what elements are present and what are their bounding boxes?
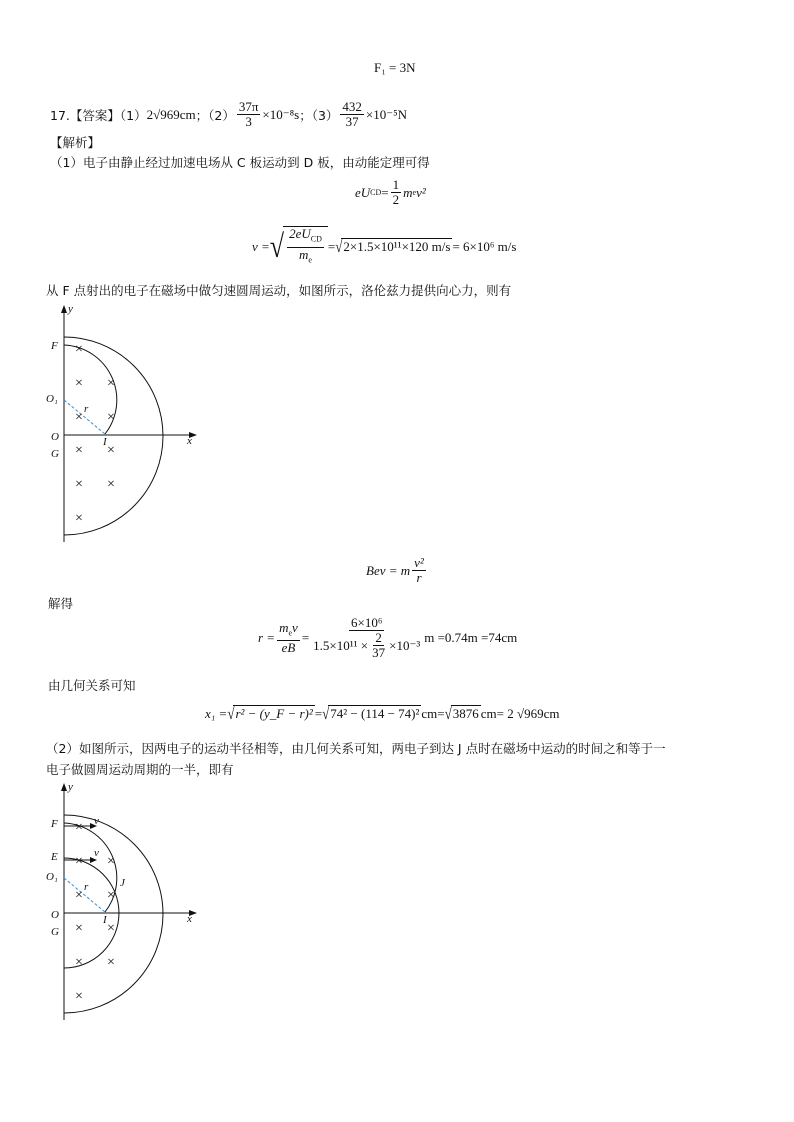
fig1-label-y: y [68, 303, 73, 315]
y-axis-arrow-icon [61, 783, 67, 791]
answer-part3-rest: ×10⁻⁵N [365, 106, 408, 122]
fig1-label-F: F [51, 340, 58, 352]
svg-text:×: × [75, 854, 83, 869]
svg-text:×: × [75, 989, 83, 1004]
svg-text:×: × [75, 921, 83, 936]
svg-text:×: × [75, 511, 83, 526]
fig2-label-E: E [51, 851, 58, 863]
svg-text:×: × [107, 888, 115, 903]
energy-equation: eU CD = $\frac{1}{2}$ m e v² [355, 177, 426, 207]
svg-text:×: × [75, 376, 83, 391]
fig1-label-r: r [84, 403, 89, 415]
fig1-label-I: I [103, 436, 107, 448]
figure-1 [40, 300, 210, 550]
fig1-label-x: x [187, 435, 192, 447]
svg-text:×: × [107, 854, 115, 869]
step2-text-line2: 电子做圆周运动周期的一半，即有 [46, 762, 234, 777]
fig2-label-r: r [84, 881, 89, 893]
geometry-label: 由几何关系可知 [48, 678, 136, 693]
velocity-equation: v = √ $\frac{2eU_{CD}}{m_e}$ = √ 2×1.5×10¹¹×120 m/s = 6×10⁶ m/s [252, 226, 516, 267]
answer-prefix: 17.【答案】（1） [50, 107, 147, 123]
svg-text:×: × [107, 443, 115, 458]
step2-text-line1: （2）如图所示，因两电子的运动半径相等，由几何关系可知，两电子到达 J 点时在磁场中运动的时间之和等于一 [46, 741, 666, 756]
svg-text:×: × [107, 410, 115, 425]
svg-text:×: × [107, 376, 115, 391]
field-boundary [64, 337, 163, 535]
fig2-label-O1: O₁ [46, 871, 58, 883]
fig2-label-I: I [103, 914, 107, 926]
fig2-label-G: G [51, 926, 59, 938]
fig2-label-y: y [68, 781, 73, 793]
answer-part3-fraction: $\frac{432}{37}$ [342, 99, 362, 129]
svg-text:×: × [75, 955, 83, 970]
y-axis-arrow-icon [61, 305, 67, 313]
answer-part2-rest: ×10⁻⁸s [262, 106, 300, 122]
fig1-label-O1: O₁ [46, 393, 58, 405]
magnetic-field-crosses [75, 342, 115, 526]
fig1-label-O: O [51, 431, 59, 443]
fig2-label-J: J [120, 877, 125, 889]
fig2-label-v2: v [94, 847, 99, 859]
svg-text:×: × [75, 342, 83, 357]
fig2-label-v1: v [94, 815, 99, 827]
top-equation: F₁ = 3N [374, 60, 416, 75]
figure-2 [40, 778, 210, 1028]
svg-text:×: × [107, 921, 115, 936]
fig1-label-G: G [51, 448, 59, 460]
step1-text2: 从 F 点射出的电子在磁场中做匀速圆周运动，如图所示，洛伦兹力提供向心力，则有 [46, 283, 512, 298]
svg-text:×: × [107, 955, 115, 970]
svg-text:×: × [107, 477, 115, 492]
svg-text:×: × [75, 477, 83, 492]
svg-text:×: × [75, 888, 83, 903]
answer-part2-fraction: $\frac{37\pi}{3}$ [238, 99, 259, 129]
answer-part3-label: ；（3） [299, 107, 339, 123]
fig2-label-F: F [51, 818, 58, 830]
fig2-label-x: x [187, 913, 192, 925]
answer-line [50, 100, 407, 129]
x1-equation: x₁ = √ r² − (y_F − r)² = √ 74² − (114 − 74)² cm= √ 3876 cm= 2 √969cm [205, 703, 560, 723]
step1-text: （1）电子由静止经过加速电场从 C 板运动到 D 板，由动能定理可得 [50, 155, 430, 170]
svg-text:×: × [75, 443, 83, 458]
svg-text:×: × [75, 820, 83, 835]
solve-label: 解得 [48, 596, 74, 611]
radius-equation: r = $\frac{m_ev}{eB}$ = 6×10⁶ 1.5×10¹¹ × $\frac{2}{37}$ ×10⁻³ m =0.74m =74cm [258, 615, 518, 660]
answer-part1: 2√969cm [146, 106, 196, 122]
svg-text:×: × [75, 410, 83, 425]
answer-part2-label: ；（2） [195, 107, 235, 123]
analysis-label: 【解析】 [50, 135, 101, 150]
field-boundary [64, 815, 163, 1013]
force-equation: Bev = m $\frac{\text{v²}}{r}$ [366, 555, 424, 585]
fig2-label-O: O [51, 909, 59, 921]
